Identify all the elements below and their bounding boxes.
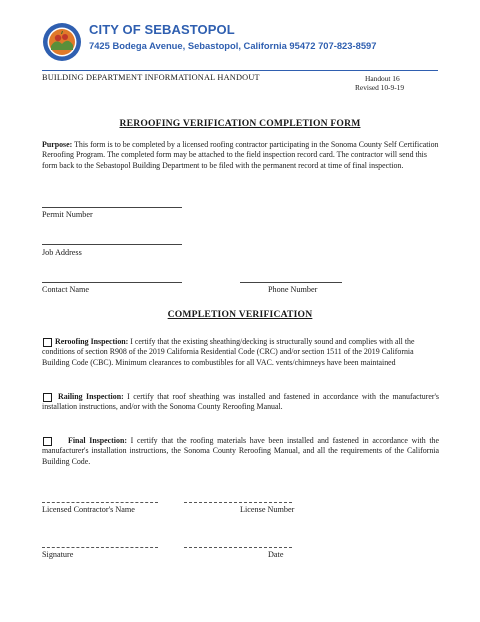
signature-label: Signature [42, 550, 74, 559]
railing-inspection-paragraph [42, 392, 439, 413]
permit-number-field[interactable] [42, 207, 182, 208]
final-inspection-paragraph [42, 436, 439, 467]
job-address-label: Job Address [42, 248, 82, 257]
signature-field[interactable] [42, 547, 158, 548]
final-inspection-text: I certify that the roofing materials have been installed and fastened in accordance with the manufacturer's installation instructions, the Sonoma County Reroofing Manual, and all the requirements of the California Building Code. [42, 436, 440, 466]
purpose-text: This form is to be completed by a licensed roofing contractor participating in the Sonoma County Self Certification Reroofing Program. The completed form may be attached to the field inspection record card. The contractor will send this form back to the Sebastopol Building Department to be filed with the permanent record at time of final inspection. [42, 140, 439, 170]
verification-title: COMPLETION VERIFICATION [167, 309, 313, 320]
license-number-field[interactable] [184, 502, 292, 503]
header-divider [42, 70, 438, 71]
date-field[interactable] [184, 547, 292, 548]
permit-number-label: Permit Number [42, 210, 93, 219]
contractor-name-label: Licensed Contractor's Name [42, 505, 135, 514]
revised-date: Revised 10-9-19 [355, 83, 405, 92]
contact-name-field[interactable] [42, 282, 182, 283]
reroofing-inspection-label: Reroofing Inspection: [55, 337, 129, 346]
department-heading: BUILDING DEPARTMENT INFORMATIONAL HANDOUT [42, 73, 260, 82]
date-label: Date [268, 550, 284, 559]
reroofing-inspection-text: I certify that the existing sheathing/decking is structurally sound and complies with all the conditions of section R908 of the 2019 California Residential Code (CRC) and/or section 1511 of the 2019 California Building Code (CBC). Minimum clearances to combustibles for all VAC. vents/chimneys have been maintained [42, 337, 415, 367]
railing-inspection-text: I certify that roof sheathing was installed and fastened in accordance with the manufacturer's installation instructions, and/or with the Sonoma County Reroofing Manual. [42, 392, 440, 412]
license-number-label: License Number [240, 505, 295, 514]
railing-inspection-label: Railing Inspection: [58, 392, 124, 401]
job-address-field[interactable] [42, 244, 182, 245]
contractor-name-field[interactable] [42, 502, 158, 503]
purpose-paragraph [42, 140, 439, 171]
handout-number: Handout 16 [365, 74, 400, 83]
final-inspection-label: Final Inspection: [68, 436, 127, 445]
form-title: REROOFING VERIFICATION COMPLETION FORM [119, 118, 361, 129]
city-address: 7425 Bodega Avenue, Sebastopol, California 95472 707-823-8597 [89, 40, 377, 51]
phone-number-label: Phone Number [268, 285, 318, 294]
phone-number-field[interactable] [240, 282, 342, 283]
contact-name-label: Contact Name [42, 285, 90, 294]
reroofing-inspection-paragraph [42, 337, 439, 368]
city-seal-logo [42, 22, 82, 62]
purpose-label: Purpose: [42, 140, 73, 149]
city-name: CITY OF SEBASTOPOL [89, 22, 235, 37]
